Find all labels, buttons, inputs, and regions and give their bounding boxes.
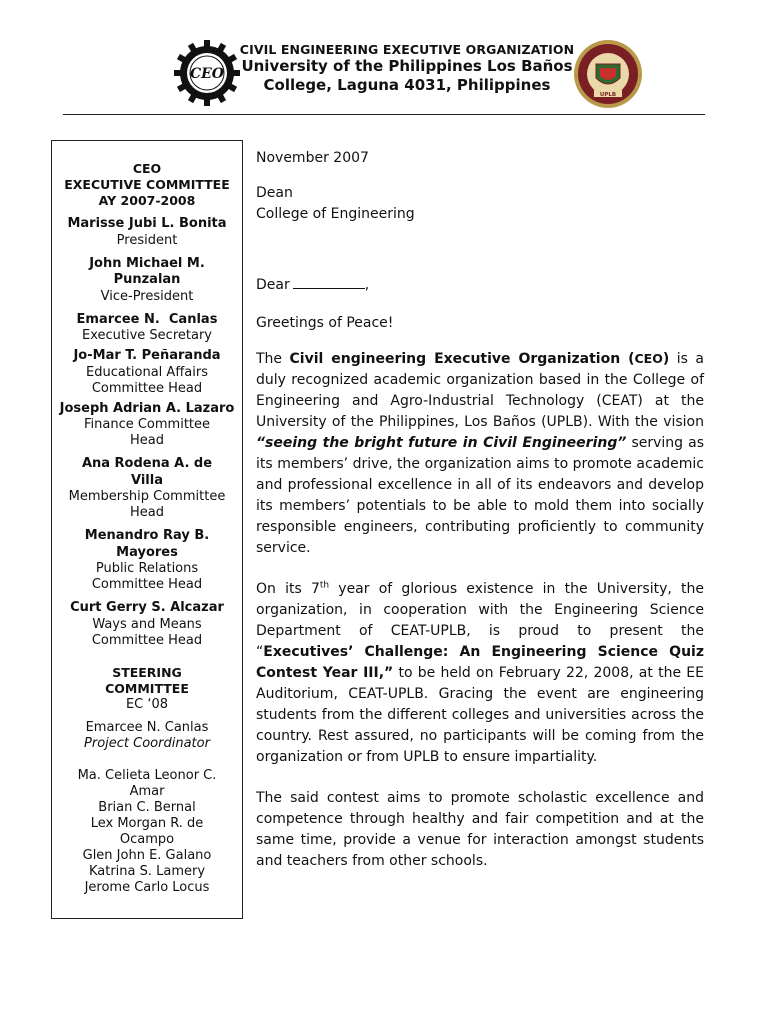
member-role: Ways and Means Committee Head [91, 616, 203, 648]
letterhead-text [232, 42, 582, 95]
greeting: Greetings of Peace! [256, 315, 394, 331]
member-item [52, 401, 242, 450]
p1-text-b: is a duly recognized academic organization based in the College of Engineering and Agro-Industrial Technology (CEAT) at the University of the Philippines, Los Baños (UPLB). With the vision [256, 351, 704, 430]
steering-subtitle: EC ‘08 [125, 696, 169, 712]
recipient-office: College of Engineering [256, 206, 415, 222]
steering-members-list [52, 768, 242, 896]
recipient-title: Dean [256, 185, 293, 201]
member-name: Marisse Jubi L. Bonita [67, 216, 227, 231]
member-name: Joseph Adrian A. Lazaro [59, 400, 235, 416]
p1-text-a: The [256, 351, 290, 367]
steering-member: Glen John E. Galano [82, 847, 212, 863]
salutation-comma: , [364, 277, 370, 293]
member-item [52, 312, 242, 345]
university-name: University of the Philippines Los Baños [241, 57, 573, 75]
p2-text-c: to be held on February 22, 2008, at the EE Auditorium, CEAT-UPLB. Gracing the event are engineering students from the different colleges and universities across the country. Rest assured, no participants will be coming from the organization or from UPLB to ensure impartiality. [256, 665, 705, 765]
steering-member: Ma. Celieta Leonor C. Amar [77, 767, 217, 799]
address: College, Laguna 4031, Philippines [263, 76, 551, 94]
p1-org-name: Civil engineering Executive Organization ( [289, 351, 635, 367]
member-name: Ana Rodena A. de Villa [81, 456, 213, 488]
member-role: Executive Secretary [82, 328, 212, 343]
member-item [52, 456, 242, 521]
member-role: Public Relations Committee Head [91, 561, 203, 592]
sidebar-title-year: AY 2007-2008 [98, 193, 196, 208]
letterhead [0, 36, 768, 106]
steering-member: Katrina S. Lamery [88, 863, 206, 879]
p2-event-name: Executives’ Challenge: An Engineering Science Quiz Contest Year III,” [256, 644, 704, 681]
p1-text-c: serving as its members’ drive, the organization aims to promote academic and professional excellence in all of its endeavors and develop its members’ potentials to be able to mold them into socially responsible engineers, contributing proficiently to community service. [256, 435, 704, 556]
salutation-word: Dear [256, 277, 290, 293]
executive-committee-sidebar [51, 140, 243, 919]
org-name: CIVIL ENGINEERING EXECUTIVE ORGANIZATION [239, 42, 575, 57]
coordinator-role: Project Coordinator [84, 735, 210, 751]
member-name: Jo-Mar T. Peñaranda [73, 348, 221, 363]
member-name: Curt Gerry S. Alcazar [70, 600, 224, 615]
p2-text-a: On its 7 [256, 581, 320, 597]
p1-ceo-abbr: CEO [634, 351, 663, 366]
p2-superscript: th [319, 580, 330, 591]
uplb-seal-logo [572, 38, 644, 110]
steering-member: Lex Morgan R. de Ocampo [90, 815, 204, 847]
ceo-logo-text: CEO [189, 66, 225, 82]
letter-body [256, 148, 704, 872]
member-role: Educational Affairs Committee Head [86, 364, 208, 396]
member-item [52, 600, 242, 649]
paragraph-aims: The said contest aims to promote scholastic excellence and competence through healthy and fair competition and at the same time, provide a venue for interaction amongst students and teachers from other schools. [256, 790, 704, 869]
steering-committee-block [52, 665, 242, 713]
p1-org-close: ) [662, 351, 670, 367]
paragraph-intro [256, 348, 704, 559]
steering-title: STEERING COMMITTEE [105, 664, 189, 696]
letter-date: November 2007 [256, 150, 369, 166]
salutation-blank-line [293, 274, 365, 289]
paragraph-event [256, 579, 704, 768]
member-role: Membership Committee Head [68, 489, 226, 520]
salutation [256, 274, 704, 296]
member-role: President [116, 232, 178, 248]
member-name: Menandro Ray B. Mayores [84, 528, 210, 560]
coordinator-item [52, 720, 242, 752]
coordinator-name: Emarcee N. Canlas [85, 719, 209, 735]
member-item [52, 216, 242, 249]
steering-member: Brian C. Bernal [98, 799, 196, 815]
header-divider [63, 114, 705, 115]
member-name: Emarcee N. Canlas [76, 311, 218, 327]
uplb-seal-text: UPLB [599, 92, 617, 98]
member-item [52, 348, 242, 397]
member-name: John Michael M. Punzalan [89, 255, 205, 287]
member-role: Vice-President [100, 288, 194, 304]
member-item [52, 528, 242, 593]
sidebar-title-ceo: CEO [132, 161, 162, 176]
sidebar-title-committee: EXECUTIVE COMMITTEE [64, 177, 230, 192]
p1-vision: “seeing the bright future in Civil Engineering” [256, 435, 627, 451]
member-item [52, 256, 242, 305]
member-role: Finance Committee Head [83, 417, 211, 448]
p2-text-b: year of glorious existence in the University, the organization, in cooperation with the Engineering Science Department of CEAT-UPLB, is proud to present the “ [256, 581, 704, 660]
steering-member: Jerome Carlo Locus [84, 879, 210, 895]
